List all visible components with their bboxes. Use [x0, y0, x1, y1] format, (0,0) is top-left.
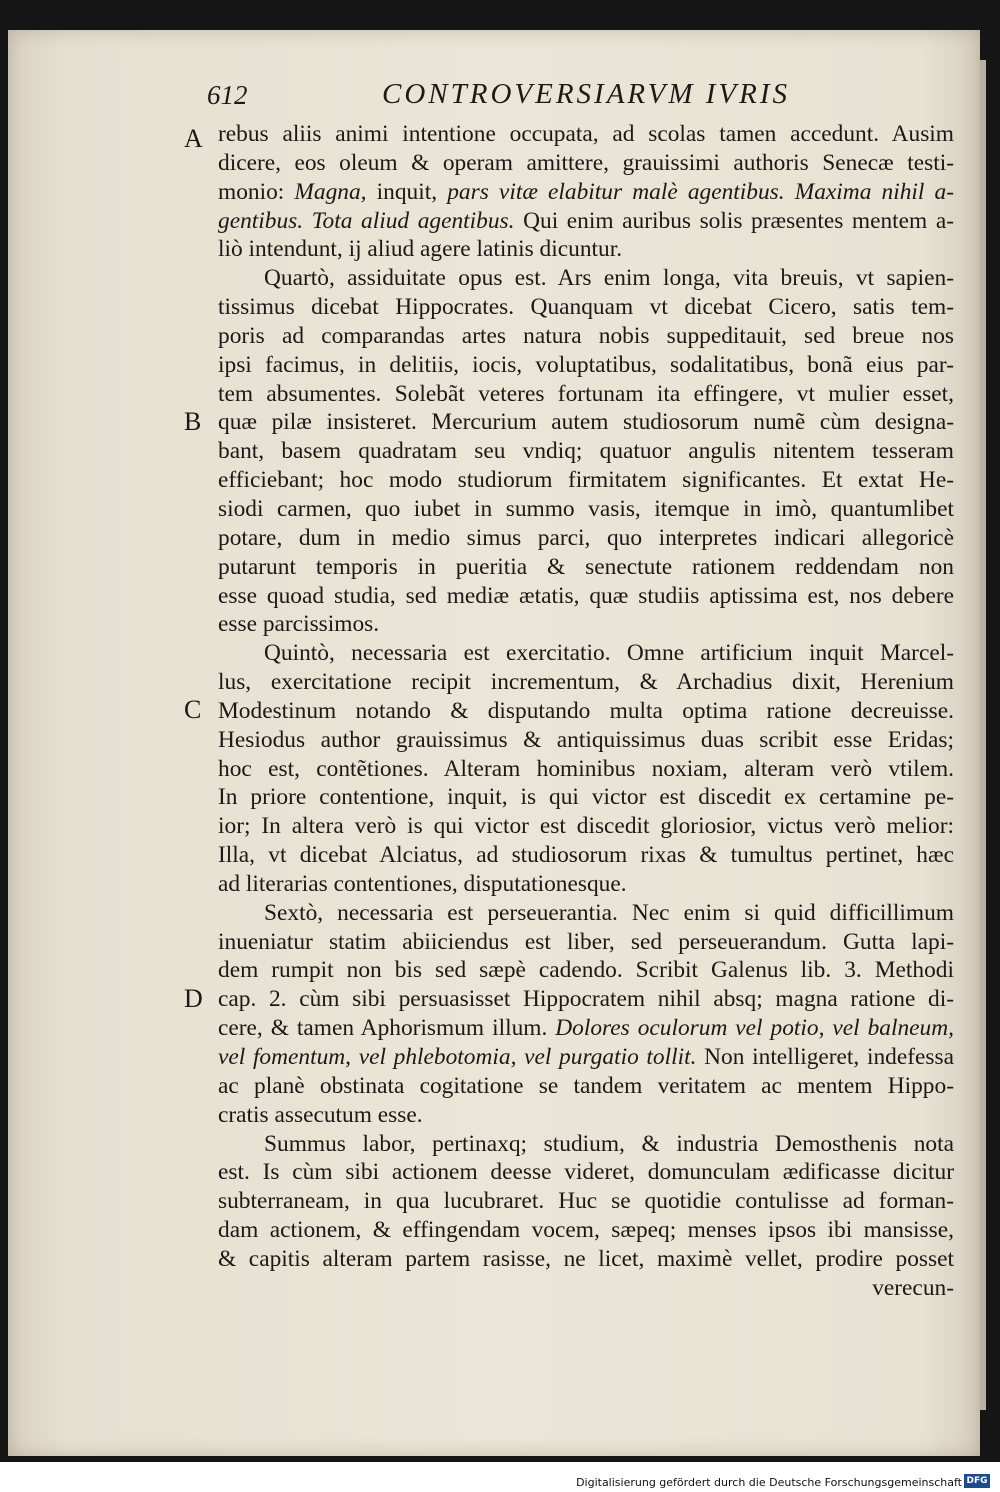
- text-line: rebus aliis animi intentione occupata, ad scolas tamen accedunt. Ausim: [218, 121, 954, 147]
- text-line: ipsi facimus, in delitiis, iocis, voluptatibus, sodalitatibus, bonã eius par-: [218, 351, 954, 378]
- margin-marker-c: C: [184, 695, 202, 724]
- italic-run: vel fomentum, vel phlebotomia, vel purgatio tollit.: [218, 1044, 697, 1070]
- text-line: [218, 1014, 954, 1043]
- text-line: cratis assecutum esse.: [218, 1101, 423, 1128]
- text-line: ad literarias contentiones, disputationesque.: [218, 870, 627, 897]
- margin-marker-b: B: [184, 407, 202, 436]
- text-line: quæ pilæ insisteret. Mercurium autem studiosorum numẽ cùm designa-: [218, 409, 954, 436]
- italic-run: Dolores oculorum vel potio, vel balneum,: [555, 1015, 954, 1042]
- text-line: dam actionem, & effingendam vocem, sæpeq; menses ipsos ibi mansisse,: [218, 1217, 954, 1244]
- text-line: siodi carmen, quo iubet in summo vasis, itemque in imò, quantumlibet: [218, 495, 954, 522]
- text-line: poris ad comparandas artes natura nobis suppeditauit, sed breue nos: [218, 322, 954, 349]
- text-line: dem rumpit non bis sed sæpè cadendo. Scribit Galenus lib. 3. Methodi: [218, 957, 954, 984]
- page-header: [207, 78, 947, 118]
- text-line: Modestinum notando & disputando multa optima ratione decreuisse.: [218, 697, 954, 724]
- text-line: hoc est, contẽtiones. Alteram hominibus noxiam, alteram verò vtilem.: [218, 755, 954, 782]
- page-number: 612: [207, 80, 248, 110]
- text-line: [218, 178, 954, 207]
- page-edge: [980, 60, 986, 1410]
- text-line: dicere, eos oleum & operam amittere, grauissimi authoris Senecæ testi-: [218, 149, 954, 176]
- text-line: efficiebant; hoc modo studiorum firmitatem significantes. Et extat He-: [218, 467, 954, 494]
- dfg-logo: DFG: [964, 1474, 990, 1488]
- text-line: esse quoad studia, sed mediæ ætatis, quæ studiis aptissima est, nos debere: [218, 582, 954, 609]
- margin-marker-a: A: [184, 124, 203, 153]
- text-line: liò intendunt, ij aliud agere latinis dicuntur.: [218, 236, 623, 263]
- italic-run: gentibus. Tota aliud agentibus.: [218, 207, 515, 234]
- text-line: & capitis alteram partem rasisse, ne licet, maximè vellet, prodire posset: [218, 1245, 954, 1272]
- body-text: [218, 120, 954, 1303]
- margin-marker-d: D: [184, 984, 203, 1013]
- text-line: putarunt temporis in pueritia & senectute rationem reddendam non: [218, 553, 954, 580]
- catchword: verecun-: [872, 1274, 954, 1301]
- text-line: lus, exercitatione recipit incrementum, & Archadius dixit, Herenium: [218, 669, 954, 696]
- text-line: [218, 207, 954, 236]
- text-line: Sextò, necessaria est perseuerantia. Nec enim si quid difficillimum: [264, 899, 954, 926]
- text-line: bant, basem quadratam seu vndiq; quatuor angulis nitentem tesseram: [218, 438, 954, 465]
- text-line: [218, 1043, 954, 1072]
- italic-run: Magna,: [294, 178, 367, 205]
- text-line: esse parcissimos.: [218, 611, 380, 638]
- text-run: inquit,: [366, 178, 448, 205]
- text-line: cap. 2. cùm sibi persuasisset Hippocratem nihil absq; magna ratione di-: [218, 986, 954, 1013]
- running-title: CONTROVERSIARVM IVRIS: [382, 78, 790, 110]
- text-run: monio:: [218, 178, 295, 205]
- text-line: est. Is cùm sibi actionem deesse videret, domunculam ædificasse dicitur: [218, 1159, 954, 1186]
- text-line: inueniatur statim abiiciendus est liber, sed perseuerandum. Gutta lapi-: [218, 928, 954, 955]
- text-line: Hesiodus author grauissimus & antiquissimus duas scribit esse Eridas;: [218, 726, 954, 753]
- text-line: tissimus dicebat Hippocrates. Quanquam vt dicebat Cicero, satis tem-: [218, 294, 954, 321]
- italic-run: pars vitæ elabitur malè agentibus. Maxima nihil a-: [447, 178, 955, 205]
- text-line: ac planè obstinata cogitatione se tandem veritatem ac mentem Hippo-: [218, 1072, 954, 1099]
- text-line: potare, dum in medio simus parci, quo interpretes indicari allegoricè: [218, 524, 954, 551]
- text-line: ior; In altera verò is qui victor est discedit gloriosior, victus verò melior:: [218, 813, 954, 840]
- text-run: cere, & tamen Aphorismum illum.: [218, 1015, 556, 1042]
- text-line: Illa, vt dicebat Alciatus, ad studiosorum rixas & tumultus pertinet, hæc: [218, 842, 954, 869]
- text-line: Summus labor, pertinaxq; studium, & industria Demosthenis nota: [264, 1130, 954, 1157]
- text-run: Qui enim auribus solis præsentes mentem a-: [514, 207, 955, 234]
- text-line: tem absumentes. Solebãt veteres fortunam ita effingere, vt mulier esset,: [218, 380, 954, 407]
- text-line: Quintò, necessaria est exercitatio. Omne artificium inquit Marcel-: [264, 640, 954, 667]
- footer-credit: Digitalisierung gefördert durch die Deutsche Forschungsgemeinschaft: [576, 1476, 962, 1489]
- text-line: subterraneam, in qua lucubraret. Huc se quotidie contulisse ad forman-: [218, 1188, 954, 1215]
- text-line: Quartò, assiduitate opus est. Ars enim longa, vita breuis, vt sapien-: [264, 265, 954, 292]
- text-line: In priore contentione, inquit, is qui victor est discedit ex certamine pe-: [218, 784, 954, 811]
- text-run: Non intelligeret, indefessa: [696, 1044, 954, 1070]
